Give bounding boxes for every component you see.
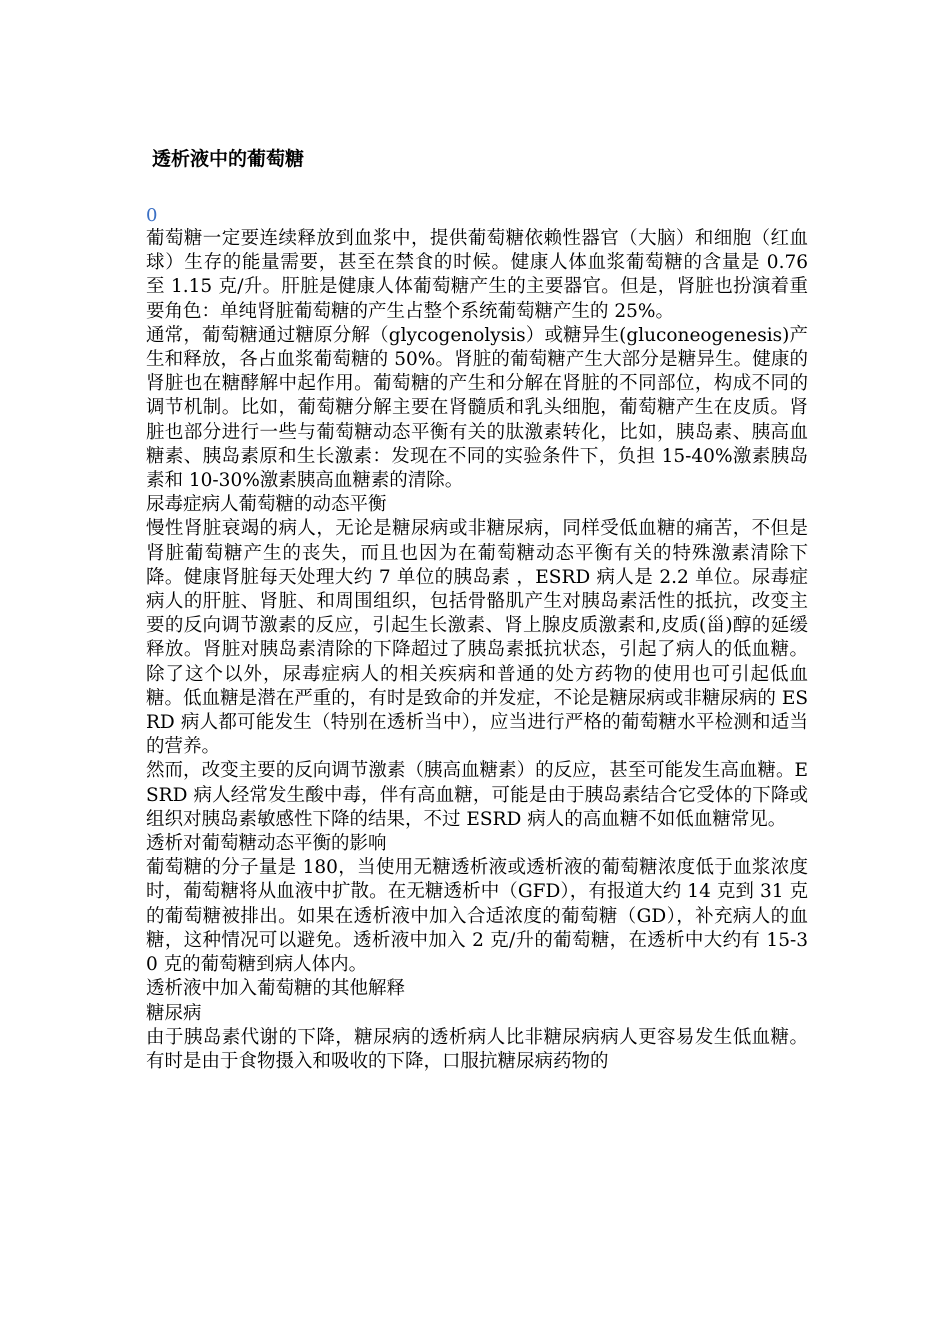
paragraph-intro: 葡萄糖一定要连续释放到血浆中，提供葡萄糖依赖性器官（大脑）和细胞（红血球）生存的能量需要，甚至在禁食的时候。健康人体血浆葡萄糖的含量是 0.76 至 1.15 克/升。肝脏是健康人体葡萄糖产生的主要器官。但是，肾脏也扮演着重要角色：单纯肾脏葡萄糖的产生占整个系统葡萄糖产生的 25%。 <box>146 228 808 322</box>
paragraph-glucose-production: 通常，葡萄糖通过糖原分解（glycogenolysis）或糖异生(gluconeogenesis)产生和释放，各占血浆葡萄糖的 50%。肾脏的葡萄糖产生大部分是糖异生。健康的肾脏也在糖酵解中起作用。葡萄糖的产生和分解在肾脏的不同部位，构成不同的调节机制。比如，葡萄糖分解主要在肾髓质和乳头细胞，葡萄糖产生在皮质。肾脏也部分进行一些与葡萄糖动态平衡有关的肽激素转化，比如，胰岛素、胰高血糖素、胰岛素原和生长激素：发现在不同的实验条件下，负担 15-40%激素胰岛素和 10-30%激素胰高血糖素的清除。 <box>146 324 808 492</box>
paragraph-diabetes: 由于胰岛素代谢的下降，糖尿病的透析病人比非糖尿病病人更容易发生低血糖。有时是由于食物摄入和吸收的下降，口服抗糖尿病药物的 <box>146 1026 808 1072</box>
section-marker: 0 <box>146 205 158 226</box>
paragraph-uremia-hyperglycemia: 然而，改变主要的反向调节激素（胰高血糖素）的反应，甚至可能发生高血糖。ESRD 病人经常发生酸中毒，伴有高血糖，可能是由于胰岛素结合它受体的下降或组织对胰岛素敏感性下降的结果，不过 ESRD 病人的高血糖不如低血糖常见。 <box>146 760 808 830</box>
document-body <box>146 227 808 1074</box>
subsection-heading-diabetes: 糖尿病 <box>146 1002 202 1024</box>
section-heading-other-reasons: 透析液中加入葡萄糖的其他解释 <box>146 978 406 1000</box>
paragraph-dialysis-effect: 葡萄糖的分子量是 180，当使用无糖透析液或透析液的葡萄糖浓度低于血浆浓度时，葡萄糖将从血液中扩散。在无糖透析中（GFD），有报道大约 14 克到 31 克的葡萄糖被排出。如果在透析液中加入合适浓度的葡萄糖（GD），补充病人的血糖，这种情况可以避免。透析液中加入 2 克/升的葡萄糖，在透析中大约有 15-30 克的葡萄糖到病人体内。 <box>146 857 808 976</box>
document-title: 透析液中的葡萄糖 <box>152 148 305 170</box>
section-heading-uremia: 尿毒症病人葡萄糖的动态平衡 <box>146 494 387 516</box>
paragraph-uremia-hypoglycemia: 慢性肾脏衰竭的病人，无论是糖尿病或非糖尿病，同样受低血糖的痛苦，不但是肾脏葡萄糖产生的丧失，而且也因为在葡萄糖动态平衡有关的特殊激素清除下降。健康肾脏每天处理大约 7 单位的胰岛素 ，ESRD 病人是 2.2 单位。尿毒症病人的肝脏、肾脏、和周围组织，包括骨骼肌产生对胰岛素活性的抵抗，改变主要的反向调节激素的反应，引起生长激素、肾上腺皮质激素和,皮质(甾)醇的延缓释放。肾脏对胰岛素清除的下降超过了胰岛素抵抗状态，引起了病人的低血糖。除了这个以外，尿毒症病人的相关疾病和普通的处方药物的使用也可引起低血糖。低血糖是潜在严重的，有时是致命的并发症，不论是糖尿病或非糖尿病的 ESRD 病人都可能发生（特别在透析当中），应当进行严格的葡萄糖水平检测和适当的营养。 <box>146 518 808 758</box>
section-heading-dialysis-effect: 透析对葡萄糖动态平衡的影响 <box>146 833 387 855</box>
